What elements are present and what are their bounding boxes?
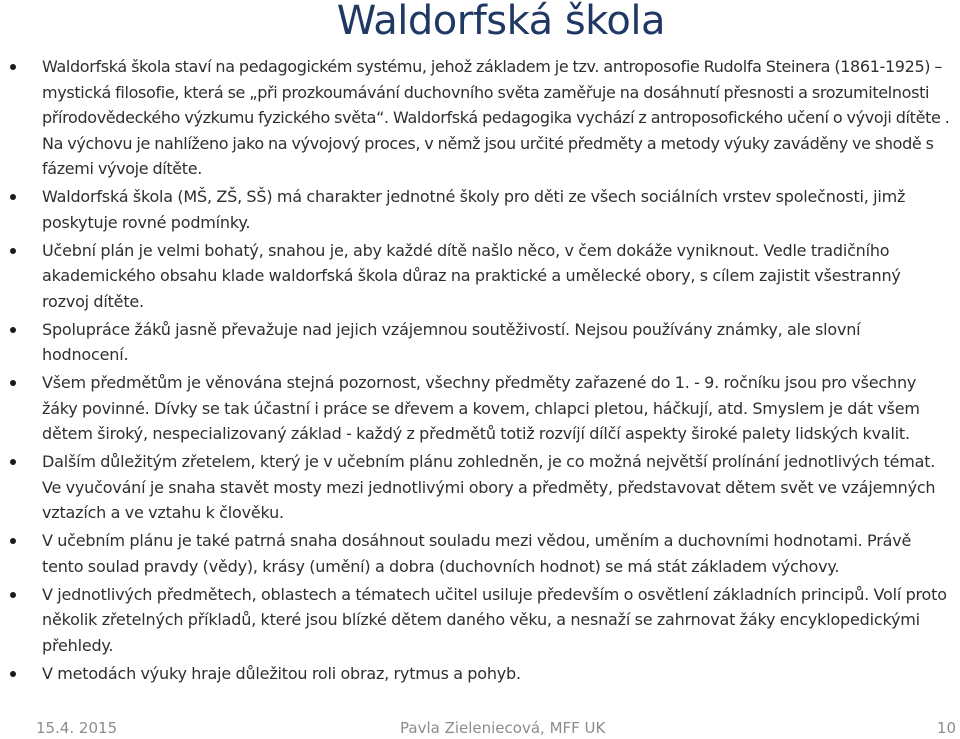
- bullet-dot-icon: [10, 671, 16, 677]
- bullet-item: [0, 184, 960, 235]
- bullet-item: [0, 582, 960, 659]
- bullet-text: Dalším důležitým zřetelem, který je v učebním plánu zohledněn, je co možná největší prolínání jednotlivých témat. Ve vyučování je snaha stavět mosty mezi jednotlivými obory a předměty, představovat dětem svět ve vzájemných vztazích a ve vztahu k člověku.: [42, 452, 936, 522]
- bullet-text: Všem předmětům je věnována stejná pozornost, všechny předměty zařazené do 1. - 9. ročníku jsou pro všechny žáky povinné. Dívky se tak účastní i práce se dřevem a kovem, chlapci pletou, háčkují, atd. Smyslem je dát všem dětem široký, nespecializovaný základ - každý z předmětů totiž rozvíjí dílčí aspekty široké palety lidských kvalit.: [42, 373, 920, 443]
- bullet-item: [0, 449, 960, 526]
- bullet-item: [0, 317, 960, 368]
- bullet-item: [0, 238, 960, 315]
- bullet-dot-icon: [10, 538, 16, 544]
- bullet-item: [0, 528, 960, 579]
- bullet-list: [0, 54, 960, 689]
- slide-title: Waldorfská škola: [336, 0, 665, 44]
- bullet-text: Waldorfská škola (MŠ, ZŠ, SŠ) má charakter jednotné školy pro děti ze všech sociálních vrstev společnosti, jimž poskytuje rovné podmínky.: [42, 187, 906, 232]
- bullet-dot-icon: [10, 459, 16, 465]
- bullet-dot-icon: [10, 592, 16, 598]
- bullet-text: V metodách výuky hraje důležitou roli obraz, rytmus a pohyb.: [42, 663, 521, 683]
- bullet-dot-icon: [10, 380, 16, 386]
- bullet-dot-icon: [10, 327, 16, 333]
- bullet-text: Waldorfská škola staví na pedagogickém systému, jehož základem je tzv. antroposofie Rudolfa Steinera (1861-1925) – mystická filosofie, která se „při prozkoumávání duchovního světa zaměřuje na dosáhnutí přesnosti a srozumitelnosti přírodovědeckého výzkumu fyzického světa“. Waldorfská pedagogika vychází z antroposofického učení o vývoji dítěte . Na výchovu je nahlíženo jako na vývojový proces, v němž jsou určité předměty a metody výuky zaváděny ve shodě s fázemi vývoje dítěte.: [42, 57, 950, 178]
- footer-page-number: 10: [936, 719, 956, 737]
- bullet-item: [0, 370, 960, 447]
- bullet-dot-icon: [10, 64, 16, 70]
- bullet-dot-icon: [10, 194, 16, 200]
- footer-date: 15.4. 2015: [36, 719, 118, 737]
- bullet-dot-icon: [10, 248, 16, 254]
- bullet-text: V učebním plánu je také patrná snaha dosáhnout souladu mezi vědou, uměním a duchovními hodnotami. Právě tento soulad pravdy (vědy), krásy (umění) a dobra (duchovních hodnot) se má stát základem výchovy.: [42, 531, 912, 576]
- bullet-item: [0, 661, 960, 687]
- bullet-text: V jednotlivých předmětech, oblastech a tématech učitel usiluje především o osvětlení základních principů. Volí proto několik zřetelných příkladů, které jsou blízké dětem daného věku, a nesnaží se zahrnovat žáky encyklopedickými přehledy.: [42, 584, 947, 655]
- footer-author: Pavla Zieleniecová, MFF UK: [400, 719, 606, 737]
- bullet-text: Učební plán je velmi bohatý, snahou je, aby každé dítě našlo něco, v čem dokáže vyniknout. Vedle tradičního akademického obsahu klade waldorfská škola důraz na praktické a umělecké obory, s cílem zajistit všestranný rozvoj dítěte.: [42, 240, 901, 311]
- bullet-text: Spolupráce žáků jasně převažuje nad jejich vzájemnou soutěživostí. Nejsou používány známky, ale slovní hodnocení.: [42, 319, 861, 364]
- bullet-item: [0, 54, 960, 182]
